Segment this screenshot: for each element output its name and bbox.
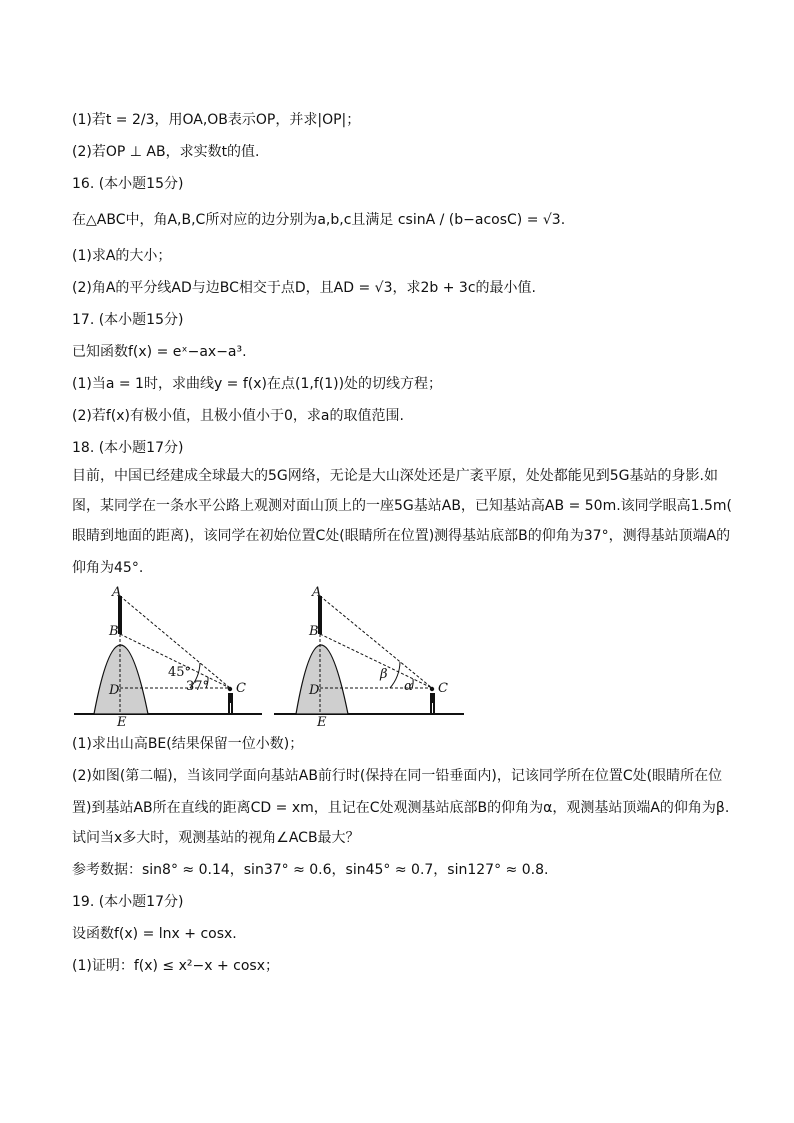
text-line: 目前，中国已经建成全球最大的5G网络，无论是大山深处还是广袤平原，处处都能见到5G基站的身影.如 [72, 468, 718, 484]
fig1-label-e: E [117, 715, 127, 726]
text-line: 仰角为45°. [72, 560, 144, 576]
fig1-label-d: D [109, 683, 120, 698]
figure-1 [72, 586, 272, 726]
text-line: 眼睛到地面的距离)，该同学在初始位置C处(眼睛所在位置)测得基站底部B的仰角为37°，测得基站顶端A的 [72, 528, 731, 544]
text-line: (1)求A的大小； [72, 248, 172, 264]
fig1-label-a: A [112, 586, 122, 600]
text-line: (1)若t = 2/3，用OA,OB表示OP，并求|OP|； [72, 112, 361, 128]
fig2-label-c: C [438, 681, 448, 696]
text-line: (2)角A的平分线AD与边BC相交于点D，且AD = √3，求2b + 3c的最小值. [72, 280, 536, 296]
fig1-label-b: B [109, 624, 119, 639]
fig2-label-b: B [309, 624, 319, 639]
text-line: 置)到基站AB所在直线的距离CD = xm，且记在C处观测基站底部B的仰角为α，观测基站顶端A的仰角为β. [72, 800, 730, 816]
text-line: 在△ABC中，角A,B,C所对应的边分别为a,b,c且满足 csinA / (b−acosC) = √3. [72, 212, 566, 228]
text-line: 18. (本小题17分) [72, 440, 184, 456]
text-line: 19. (本小题17分) [72, 894, 184, 910]
figures [72, 586, 732, 726]
text-line: (2)若OP ⊥ AB，求实数t的值. [72, 144, 260, 160]
text-line: 已知函数f(x) = eˣ−ax−a³. [72, 344, 247, 360]
fig2-angle-beta: β [380, 667, 388, 682]
fig2-label-d: D [309, 683, 320, 698]
text-line: 参考数据：sin8° ≈ 0.14，sin37° ≈ 0.6，sin45° ≈ 0.7，sin127° ≈ 0.8. [72, 862, 549, 878]
figure-2 [272, 586, 472, 726]
text-line: 设函数f(x) = lnx + cosx. [72, 926, 237, 942]
text-line: 图，某同学在一条水平公路上观测对面山顶上的一座5G基站AB，已知基站高AB = 50m.该同学眼高1.5m( [72, 498, 733, 514]
text-line: 16. (本小题15分) [72, 176, 184, 192]
text-line: (1)当a = 1时，求曲线y = f(x)在点(1,f(1))处的切线方程； [72, 376, 443, 392]
fig1-label-c: C [236, 681, 246, 696]
fig1-angle-45: 45° [168, 665, 192, 680]
fig2-label-a: A [312, 586, 322, 600]
text-line: (2)如图(第二幅)，当该同学面向基站AB前行时(保持在同一铅垂面内)，记该同学所在位置C处(眼睛所在位 [72, 768, 723, 784]
fig2-label-e: E [317, 715, 327, 726]
text-line: 试问当x多大时，观测基站的视角∠ACB最大？ [72, 830, 360, 846]
fig1-angle-37: 37° [186, 679, 210, 694]
text-line: (1)求出山高BE(结果保留一位小数)； [72, 736, 304, 752]
text-line: (2)若f(x)有极小值，且极小值小于0，求a的取值范围. [72, 408, 404, 424]
fig2-angle-alpha: α [404, 679, 413, 694]
text-line: 17. (本小题15分) [72, 312, 184, 328]
text-line: (1)证明：f(x) ≤ x²−x + cosx； [72, 958, 279, 974]
